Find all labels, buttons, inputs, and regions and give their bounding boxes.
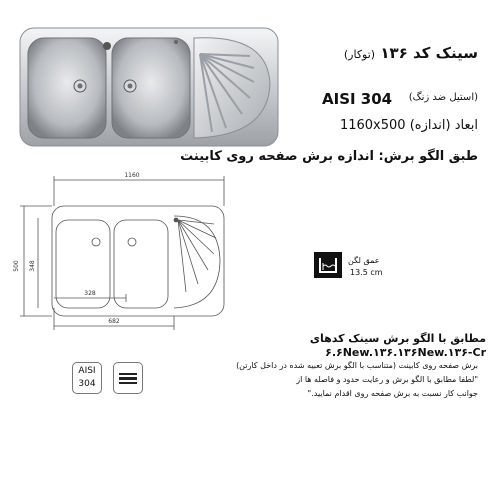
- dim-bottom-inner: 328: [84, 290, 96, 297]
- aisi-grade: AISI 304: [322, 90, 393, 108]
- cutting-note-1: برش صفحه روی کابینت (متناسب با الگو برش تعبیه شده در داخل کارتن): [236, 361, 478, 370]
- basin-depth-value: 13.5 cm: [350, 268, 383, 277]
- cut-template-line: طبق الگو برش: اندازه برش صفحه روی کابینت: [180, 149, 478, 164]
- match-title: [310, 332, 486, 345]
- aisi-badge-line2: 304: [78, 379, 96, 389]
- thickness-badge: [113, 362, 143, 394]
- dimensions-label: ابعاد (اندازه): [409, 118, 478, 133]
- sink-product-photo: [18, 24, 280, 152]
- cutting-note-2: "لطفا مطابق با الگو برش و رعایت حدود و فاصله ها از: [296, 375, 478, 384]
- thickness-layers-icon: [114, 363, 142, 393]
- material-note: (استیل ضد زنگ): [408, 92, 478, 103]
- technical-drawing: [14, 166, 264, 338]
- cutting-note-3: جوانب کار نسبت به برش صفحه روی اقدام نمایید.": [307, 389, 478, 398]
- product-mount-type: (توکار): [343, 48, 376, 61]
- dim-width-top: 1160: [124, 172, 140, 179]
- basin-depth-icon: [314, 252, 342, 278]
- dimensions-value: 1160x500: [339, 118, 406, 133]
- dim-height-side: 500: [13, 260, 20, 272]
- product-title: [344, 44, 478, 62]
- basin-depth-label: عمق لگن: [348, 256, 380, 265]
- aisi-badge-line1: AISI: [78, 366, 96, 376]
- match-codes: ۶.۶New.۱۳۶.۱۳۶New.۱۳۶-Cr: [325, 346, 486, 359]
- product-title-text: سینک کد ۱۳۶: [380, 44, 478, 62]
- aisi-badge: [72, 362, 102, 394]
- dimensions-line: [340, 118, 478, 133]
- dim-height-inner: 348: [29, 260, 36, 272]
- match-title-text: مطابق با الگو برش سینک کدهای: [309, 332, 486, 345]
- dim-bottom-outer: 682: [108, 318, 120, 325]
